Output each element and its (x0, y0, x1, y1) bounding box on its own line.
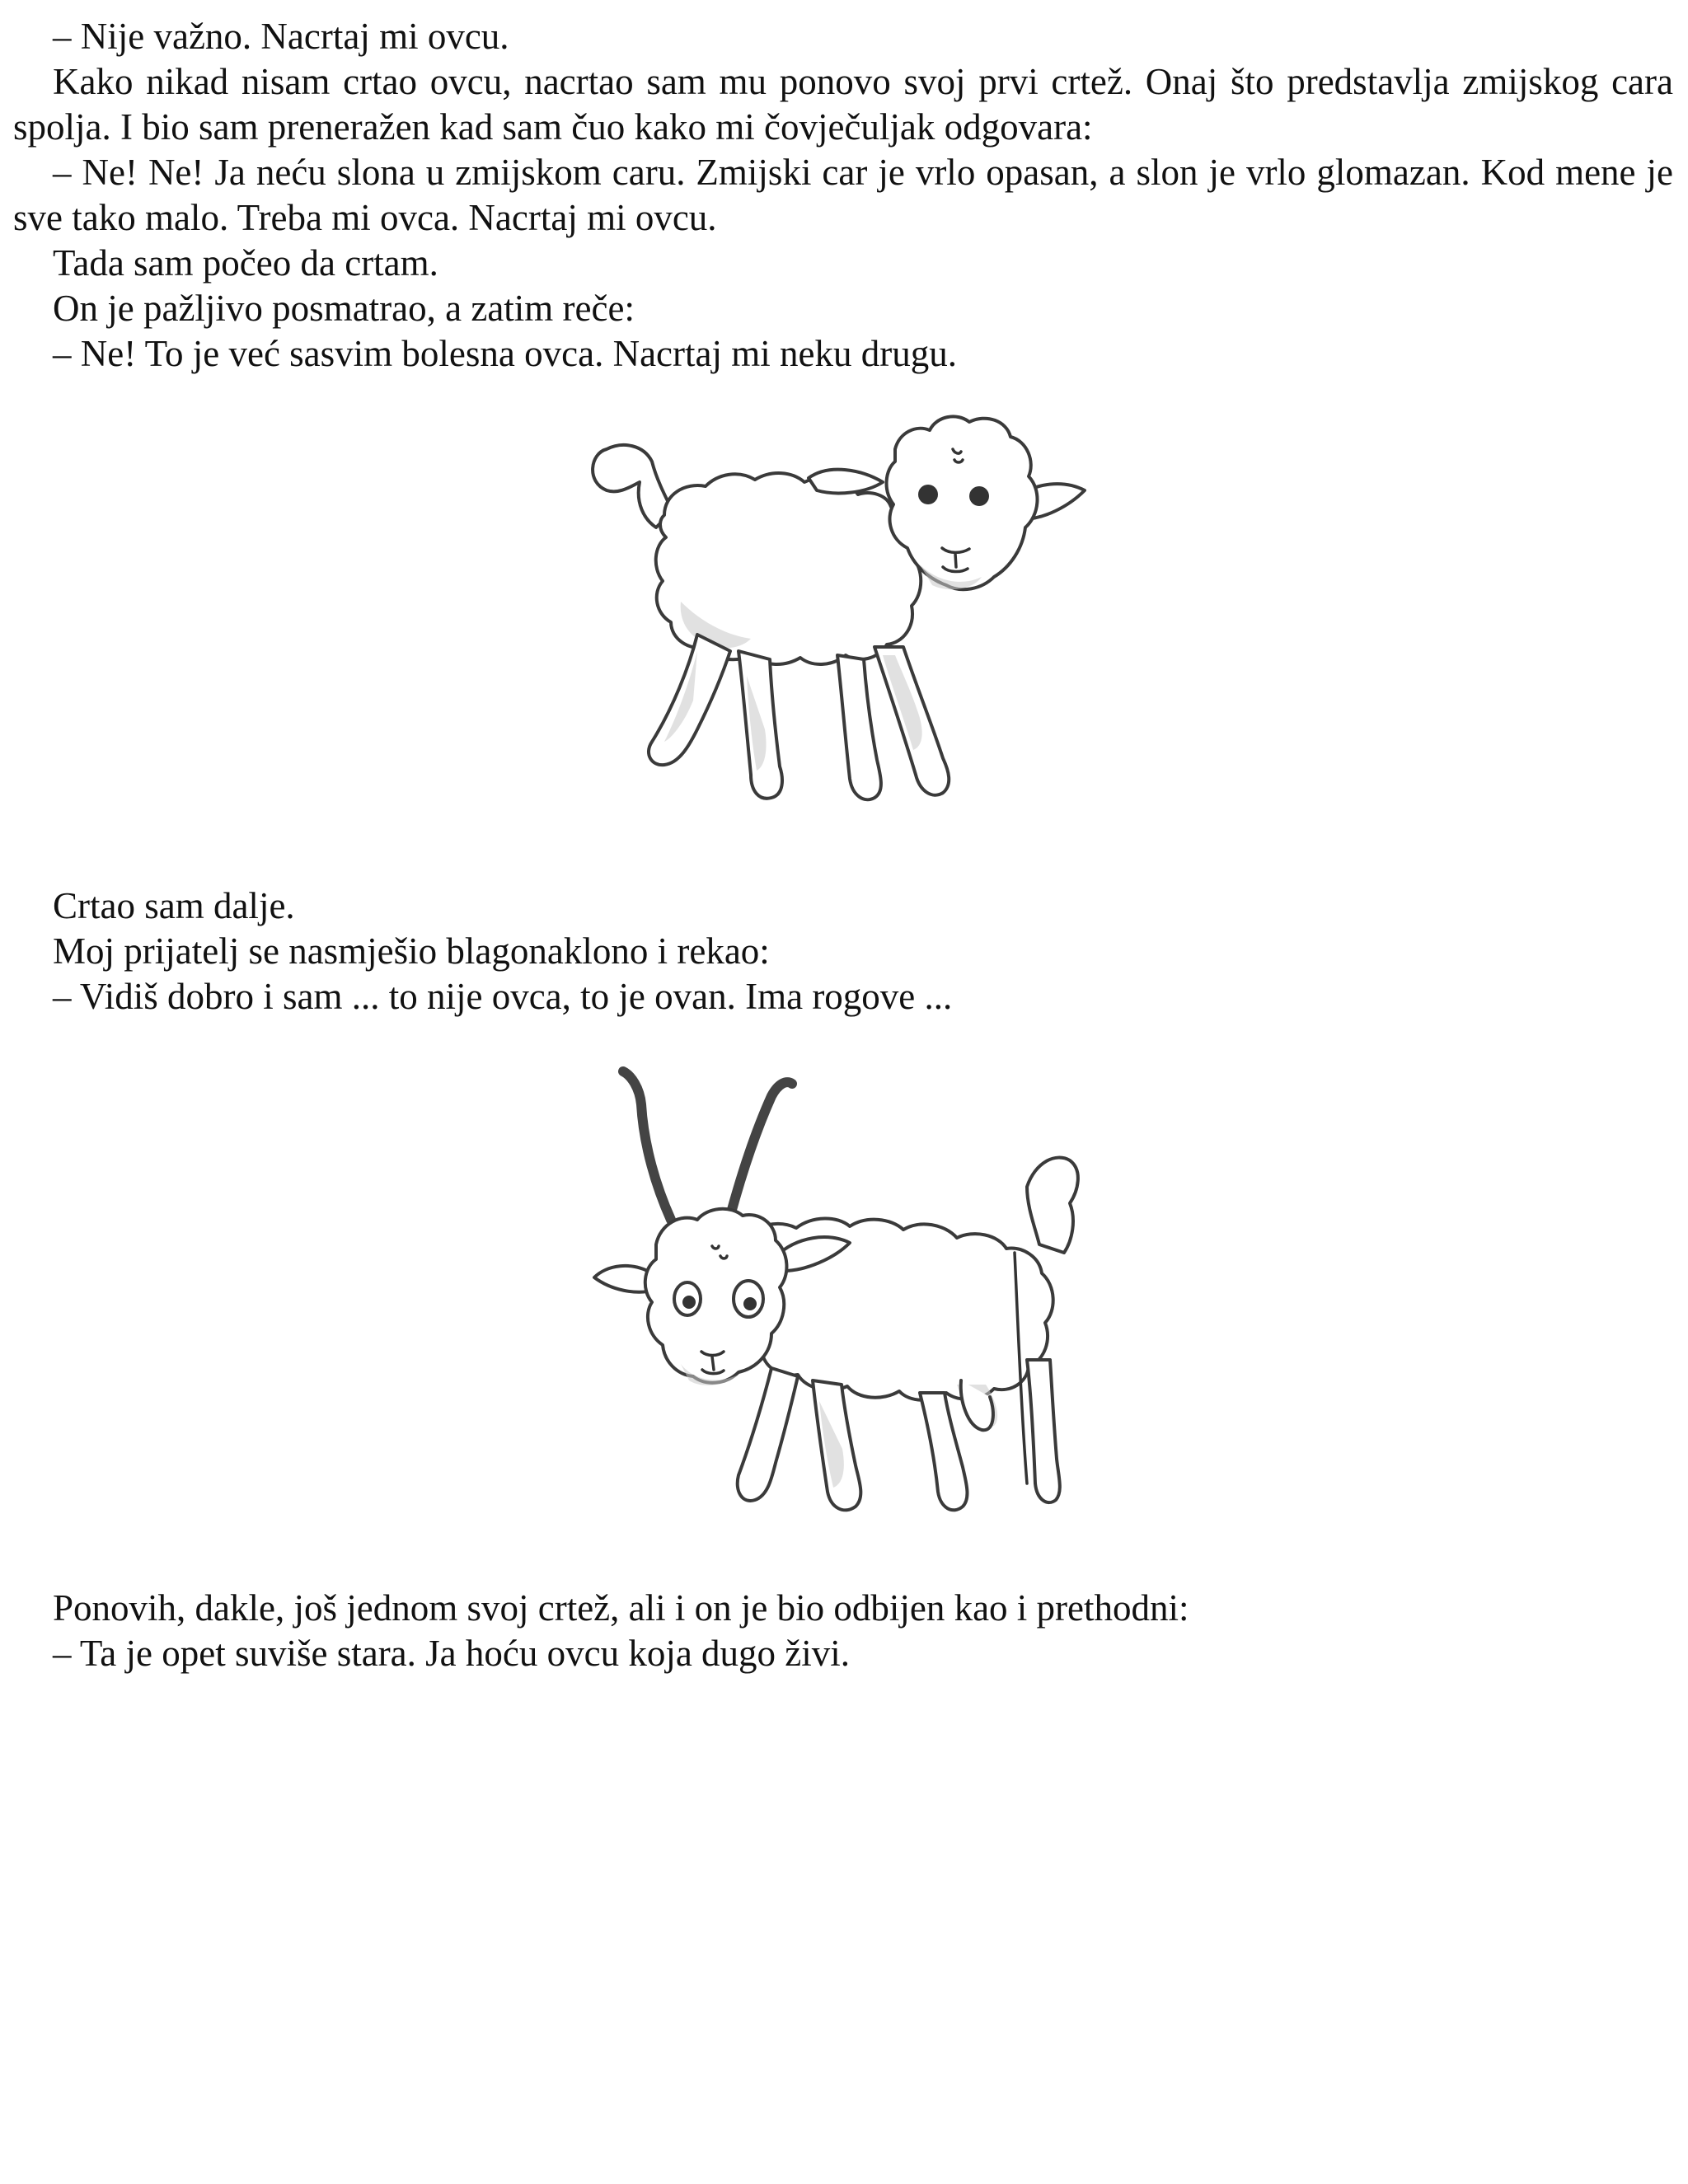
paragraph: – Ne! To je već sasvim bolesna ovca. Nacrtaj mi neku drugu. (53, 333, 957, 374)
sick-sheep-drawing (574, 404, 1134, 865)
paragraph: – Nije važno. Nacrtaj mi ovcu. (53, 16, 509, 57)
paragraph: Tada sam počeo da crtam. (53, 242, 438, 284)
text-block-middle (13, 883, 1673, 1019)
ram-illustration (565, 1055, 1118, 1558)
paragraph: – Ne! Ne! Ja neću slona u zmijskom caru. Zmijski car je vrlo opasan, a slon je vrlo glomazan. Kod mene je sve tako malo. Treba mi ovca. Nacrtaj mi ovcu. (13, 152, 1673, 238)
paragraph: – Ta je opet suviše stara. Ja hoću ovcu koja dugo živi. (53, 1633, 851, 1674)
sick-sheep-illustration (574, 404, 1134, 865)
paragraph: – Vidiš dobro i sam ... to nije ovca, to je ovan. Ima rogove ... (53, 976, 953, 1017)
paragraph: On je pažljivo posmatrao, a zatim reče: (53, 288, 635, 329)
paragraph: Crtao sam dalje. (53, 885, 295, 926)
paragraph: Ponovih, dakle, još jednom svoj crtež, ali i on je bio odbijen kao i prethodni: (53, 1587, 1189, 1629)
text-block-bottom (13, 1586, 1673, 1676)
book-page (13, 0, 1673, 2184)
text-block-top (13, 14, 1673, 377)
ram-drawing (565, 1055, 1118, 1558)
paragraph: Moj prijatelj se nasmješio blagonaklono i rekao: (53, 930, 770, 972)
paragraph: Kako nikad nisam crtao ovcu, nacrtao sam mu ponovo svoj prvi crtež. Onaj što predstavlja zmijskog cara spolja. I bio sam preneražen kad sam čuo kako mi čovječuljak odgovara: (13, 61, 1673, 148)
